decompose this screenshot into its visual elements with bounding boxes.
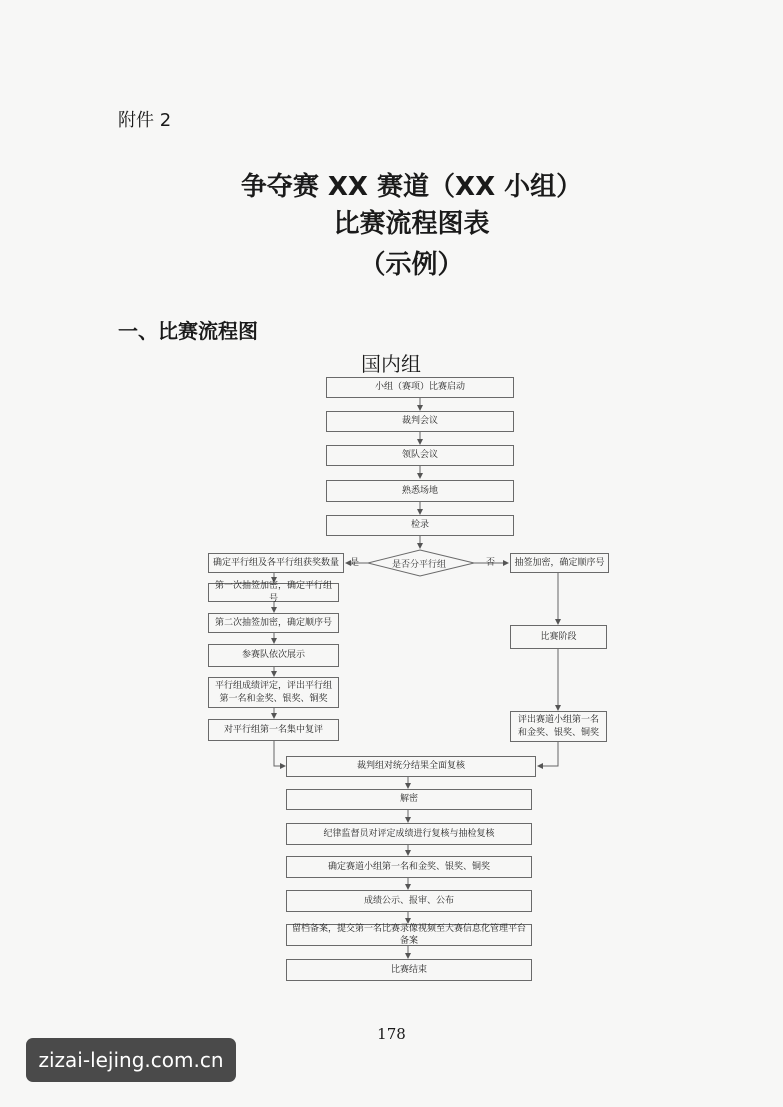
step-start: 小组（赛项）比赛启动 [326, 377, 514, 398]
step-venue-familiarization: 熟悉场地 [326, 480, 514, 502]
right-step-evaluation: 评出赛道小组第一名和金奖、银奖、铜奖 [510, 711, 607, 742]
step-discipline-review: 纪律监督员对评定成绩进行复核与抽检复核 [286, 823, 532, 845]
step-end: 比赛结束 [286, 959, 532, 981]
left-step-first-draw: 第一次抽签加密，确定平行组号 [208, 583, 339, 602]
step-archive: 留档备案，提交第一名比赛录像视频至大赛信息化管理平台备案 [286, 924, 532, 946]
document-title-line2: 比赛流程图表 [333, 209, 490, 239]
step-confirm-awards: 确定赛道小组第一名和金奖、银奖、铜奖 [286, 856, 532, 878]
flowchart-group-title: 国内组 [361, 352, 421, 376]
document-title-line1: 争夺赛 XX 赛道（XX 小组） [240, 172, 583, 202]
right-step-draw: 抽签加密，确定顺序号 [510, 553, 609, 573]
right-step-competition: 比赛阶段 [510, 625, 607, 649]
step-check-in: 检录 [326, 515, 514, 536]
section-heading: 一、比赛流程图 [118, 319, 258, 343]
watermark-badge: zizai-lejing.com.cn [26, 1038, 236, 1082]
attachment-label: 附件 2 [118, 110, 172, 131]
left-step-re-evaluation: 对平行组第一名集中复评 [208, 719, 339, 741]
step-leader-meeting: 领队会议 [326, 445, 514, 466]
no-label: 否 [486, 558, 496, 568]
left-step-team-presentation: 参赛队依次展示 [208, 644, 339, 667]
yes-label: 是 [350, 558, 360, 568]
left-step-group-evaluation: 平行组成绩评定，评出平行组第一名和金奖、银奖、铜奖 [208, 677, 339, 708]
document-title-line3: （示例） [359, 250, 464, 280]
page-number: 178 [377, 1025, 406, 1043]
left-step-second-draw: 第二次抽签加密，确定顺序号 [208, 613, 339, 633]
step-publish-results: 成绩公示、报审、公布 [286, 890, 532, 912]
step-referee-meeting: 裁判会议 [326, 411, 514, 432]
left-step-parallel-groups: 确定平行组及各平行组获奖数量 [208, 553, 344, 573]
step-decrypt: 解密 [286, 789, 532, 810]
decision-text: 是否分平行组 [392, 560, 447, 570]
step-score-review: 裁判组对统分结果全面复核 [286, 756, 536, 777]
